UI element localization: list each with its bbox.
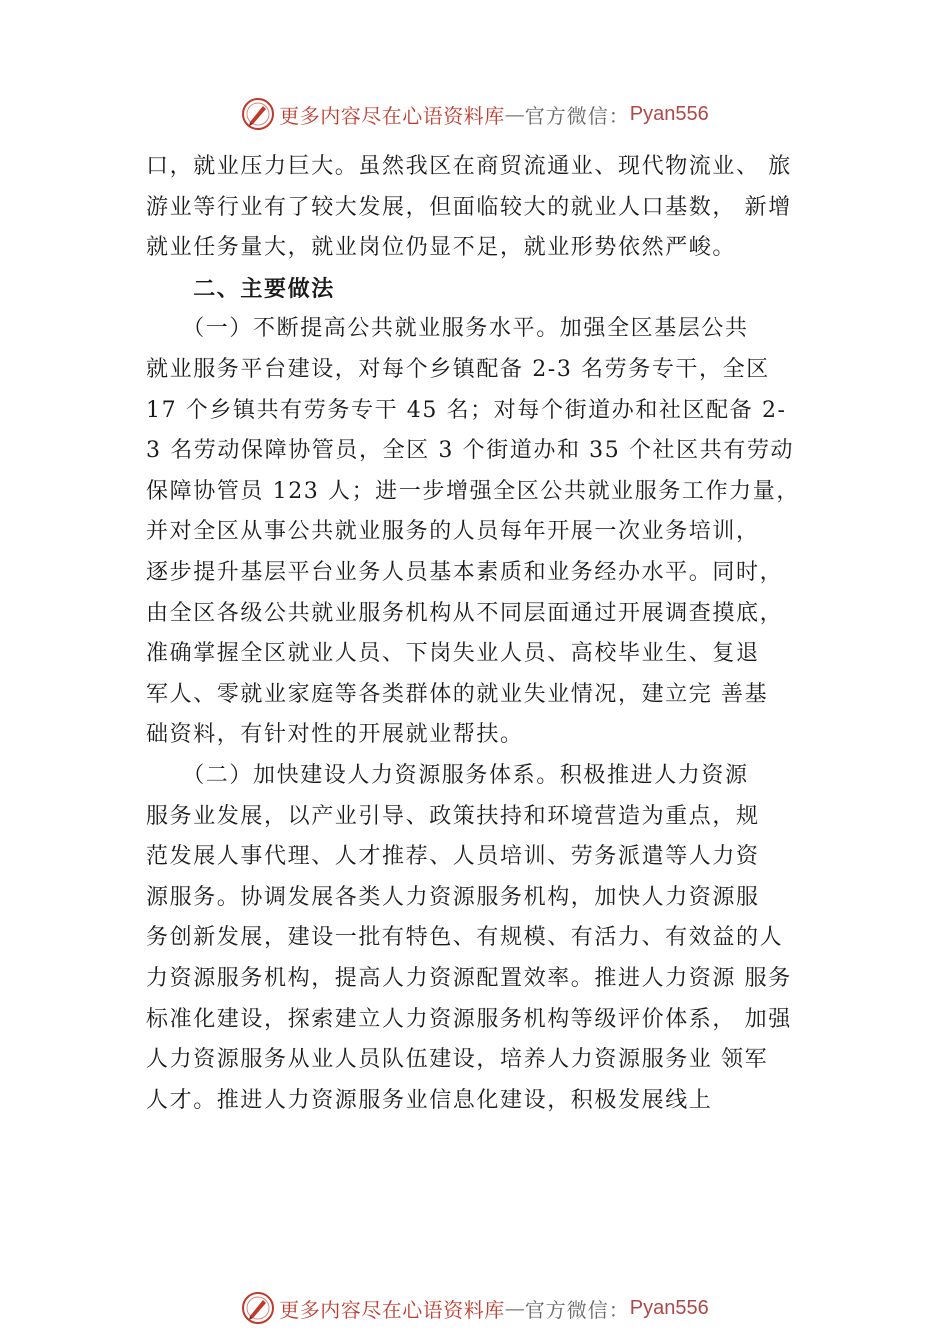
body-line: 逐步提升基层平台业务人员基本素质和业务经办水平。同时， xyxy=(146,560,784,585)
body-line: 并对全区从事公共就业服务的人员每年开展一次业务培训， xyxy=(146,519,760,545)
header-watermark xyxy=(0,96,950,132)
body-line: 础资料，有针对性的开展就业帮扶。 xyxy=(146,722,524,748)
body-line: 保障协管员 123 人；进一步增强全区公共就业服务工作力量， xyxy=(146,478,800,504)
body-line: 力资源服务机构，提高人力资源配置效率。推进人力资源 服务 xyxy=(146,966,792,991)
watermark-dash: — xyxy=(504,1296,525,1320)
body-line: 3 名劳动保障协管员，全区 3 个街道办和 35 个社区共有劳动 xyxy=(146,438,795,464)
watermark-brand: 更多内容尽在心语资料库 xyxy=(279,103,505,128)
body-line: 就业任务量大，就业岗位仍显不足，就业形势依然严峻。 xyxy=(146,235,737,261)
body-line: 准确掌握全区就业人员、下岗失业人员、高校毕业生、复退 xyxy=(146,641,760,667)
body-line: 人力资源服务从业人员队伍建设，培养人力资源服务业 领军 xyxy=(146,1047,769,1073)
body-line: 军人、零就业家庭等各类群体的就业失业情况，建立完 善基 xyxy=(146,681,769,707)
footer-watermark xyxy=(0,1290,950,1326)
pen-seal-icon xyxy=(241,1291,275,1325)
body-line: 源服务。协调发展各类人力资源服务机构，加快人力资源服 xyxy=(146,884,760,910)
pen-seal-icon xyxy=(241,97,275,131)
body-line: 标准化建设，探索建立人力资源服务机构等级评价体系， 加强 xyxy=(146,1006,792,1032)
watermark-dash: — xyxy=(504,102,525,126)
section-heading: 二、主要做法 xyxy=(146,275,335,302)
body-line: 由全区各级公共就业服务机构从不同层面通过开展调查摸底， xyxy=(146,600,784,626)
body-line: 17 个乡镇共有劳务专干 45 名；对每个街道办和社区配备 2- xyxy=(146,397,787,423)
body-line: 口，就业压力巨大。虽然我区在商贸流通业、现代物流业、 旅 xyxy=(146,154,792,179)
watermark-wechat-id: Pyan556 xyxy=(629,102,709,125)
body-line: 务创新发展，建设一批有特色、有规模、有活力、有效益的人 xyxy=(146,925,784,951)
body-line: 游业等行业有了较大发展，但面临较大的就业人口基数， 新增 xyxy=(146,194,792,220)
body-line: （二）加快建设人力资源服务体系。积极推进人力资源 xyxy=(146,763,749,788)
watermark-brand: 更多内容尽在心语资料库 xyxy=(279,1297,505,1322)
body-line: 人才。推进人力资源服务业信息化建设，积极发展线上 xyxy=(146,1087,713,1113)
watermark-wechat-id: Pyan556 xyxy=(629,1296,709,1319)
body-line: 范发展人事代理、人才推荐、人员培训、劳务派遣等人力资 xyxy=(146,844,760,870)
body-line: （一）不断提高公共就业服务水平。加强全区基层公共 xyxy=(146,316,749,342)
body-line: 就业服务平台建设，对每个乡镇配备 2-3 名劳务专干，全区 xyxy=(146,357,770,382)
watermark-official-label: 官方微信： xyxy=(524,103,630,128)
watermark-official-label: 官方微信： xyxy=(524,1297,630,1322)
body-line: 服务业发展，以产业引导、政策扶持和环境营造为重点，规 xyxy=(146,803,760,829)
